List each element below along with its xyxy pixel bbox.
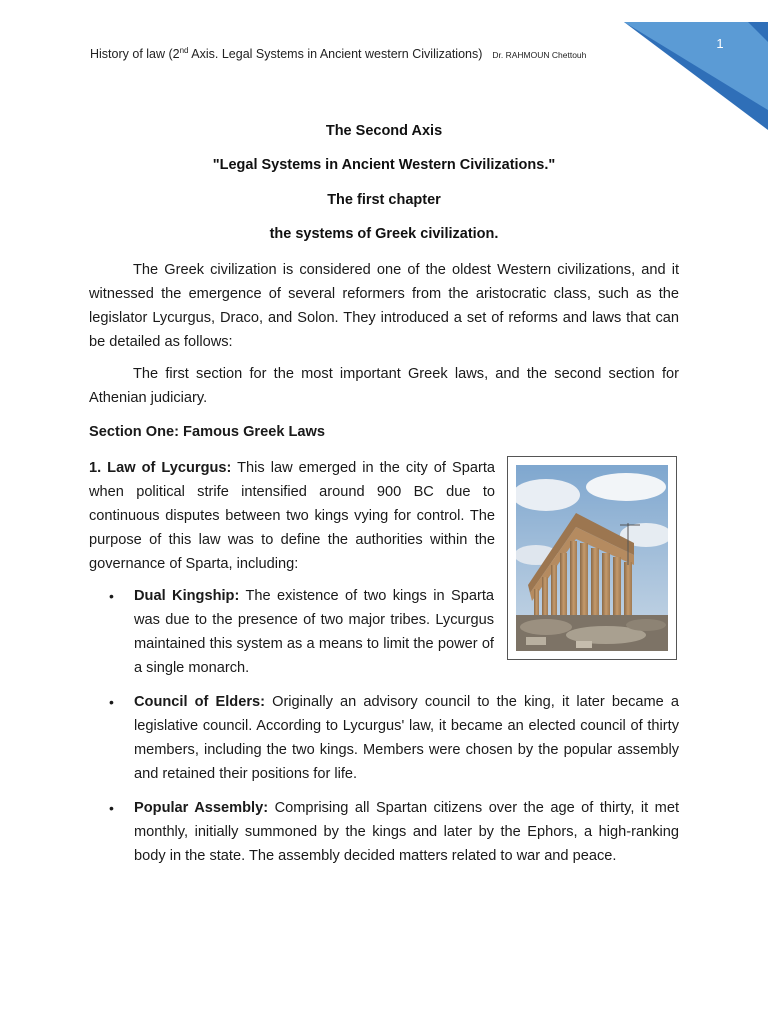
intro-paragraph-2: The first section for the most important Greek laws, and the second section for Athenian judiciary. bbox=[89, 366, 679, 406]
bullet-term: Dual Kingship: bbox=[134, 588, 240, 604]
law-paragraph bbox=[89, 456, 495, 576]
page-number: 1 bbox=[716, 36, 724, 51]
header-suffix: Axis. Legal Systems in Ancient western Civilizations) bbox=[188, 47, 483, 62]
header-author: Dr. RAHMOUN Chettouh bbox=[492, 50, 587, 61]
chapter-title-heading: the systems of Greek civilization. bbox=[269, 226, 499, 242]
intro-paragraph-1: The Greek civilization is considered one of the oldest Western civilizations, and it witnessed the emergence of several reformers from the aristocratic class, such as the legislator Lycurgus, Draco, and Solon. They introduced a set of reforms and laws that can be detailed as follows: bbox=[89, 262, 679, 350]
running-header bbox=[90, 46, 590, 61]
bullet-text: The existence of two kings in Sparta was due to the presence of two major tribes. Lycurgus maintained this system as a means to limit the power of a single monarch. bbox=[134, 588, 494, 676]
list-item bbox=[109, 796, 680, 868]
section-title: Section One: Famous Greek Laws bbox=[89, 424, 326, 440]
bullet-text: Originally an advisory council to the king, it later became a legislative council. According to Lycurgus' law, it became an elected council of thirty members, including the two kings. Members were chosen by the popular assembly and retained their positions for life. bbox=[134, 694, 680, 782]
law-text: This law emerged in the city of Sparta when political strife intensified around 900 BC due to continuous disputes between two kings vying for control. The purpose of this law was to define the authorities within the governance of Sparta, including: bbox=[89, 460, 495, 572]
list-item bbox=[109, 690, 680, 786]
parthenon-image bbox=[516, 465, 668, 651]
bullet-dot: • bbox=[109, 588, 114, 604]
bullet-text: Comprising all Spartan citizens over the age of thirty, it met monthly, initially summoned by the kings and later by the Ephors, a high-ranking body in the state. The assembly decided matters related to war and peace. bbox=[134, 800, 680, 864]
bullet-term: Popular Assembly: bbox=[134, 800, 269, 816]
bullet-dot: • bbox=[109, 694, 114, 710]
page-corner-tab bbox=[598, 0, 768, 130]
parthenon-photo bbox=[507, 456, 677, 660]
list-item bbox=[109, 584, 494, 680]
bullet-term: Council of Elders: bbox=[134, 694, 265, 710]
header-sup: nd bbox=[179, 46, 189, 55]
chapter-heading: The first chapter bbox=[327, 192, 441, 208]
header-prefix: History of law (2 bbox=[90, 47, 180, 62]
law-title: 1. Law of Lycurgus: bbox=[89, 460, 232, 476]
axis-heading: The Second Axis bbox=[325, 123, 443, 139]
axis-title-heading: "Legal Systems in Ancient Western Civilizations." bbox=[212, 157, 556, 173]
bullet-dot: • bbox=[109, 800, 114, 816]
